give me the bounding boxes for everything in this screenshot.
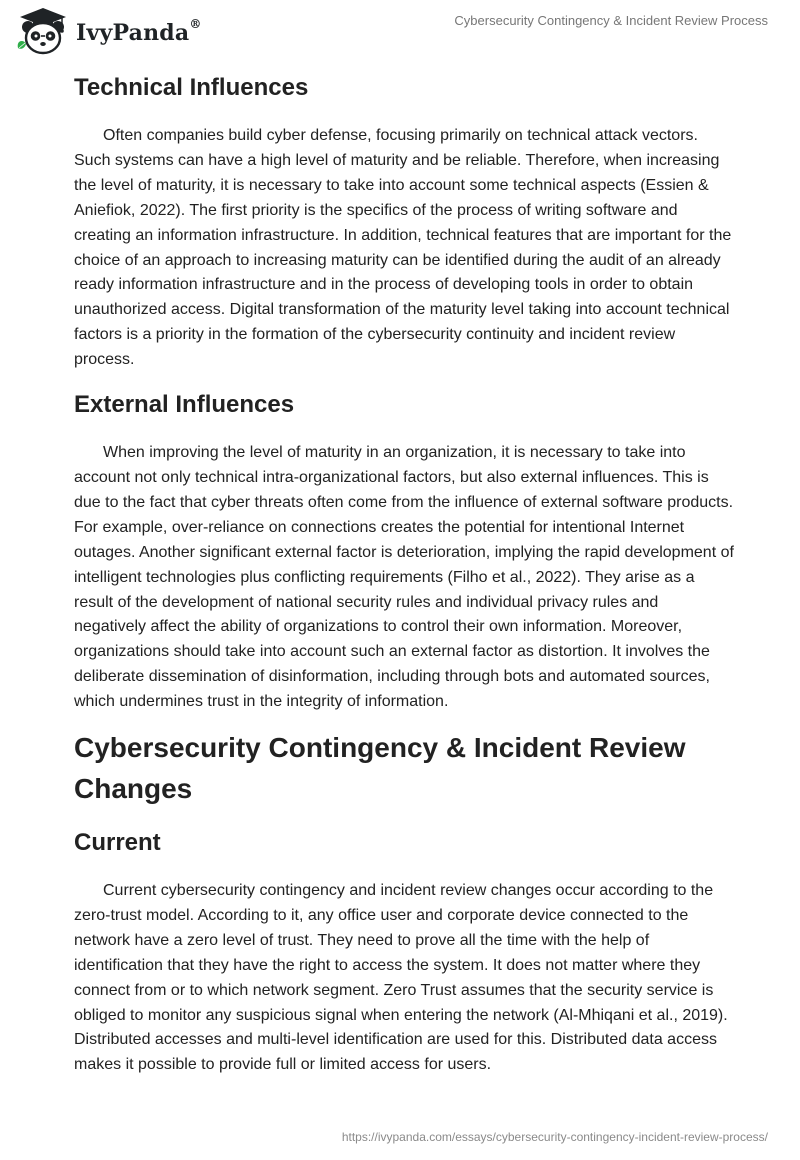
technical-influences-heading: Technical Influences	[74, 74, 309, 101]
current-heading: Current	[74, 829, 161, 857]
ivypanda-logo[interactable]	[14, 6, 202, 56]
document-title: Cybersecurity Contingency & Incident Review Process	[454, 13, 768, 28]
essay-content	[74, 68, 734, 1090]
technical-influences-paragraph: Often companies build cyber defense, focusing primarily on technical attack vectors. Such systems can have a high level of maturity and be reliable. Therefore, when increasing the level of maturity, it is necessary to take into account some technical aspects (Essien & Aniefiok, 2022). The first priority is the specifics of the process of writing software and creating an information infrastructure. In addition, technical features that are important for the choice of an approach to increasing maturity can be identified during the audit of an already ready information infrastructure and in the process of developing tools in order to obtain unauthorized access. Digital transformation of the maturity level taking into account technical factors is a priority in the formation of the cybersecurity continuity and incident review process.	[74, 127, 732, 369]
source-url[interactable]: https://ivypanda.com/essays/cybersecurity-contingency-incident-review-process/	[341, 1130, 768, 1144]
page-header	[0, 0, 800, 60]
panda-graduate-icon	[14, 6, 72, 56]
external-influences-heading: External Influences	[74, 391, 295, 419]
registered-mark: ®	[189, 16, 202, 31]
current-paragraph: Current cybersecurity contingency and incident review changes occur according to the zero-trust model. According to it, any office user and corporate device connected to the network have a zero level of trust. They need to prove all the time with the help of identification that they have the right to access the system. It does not matter where they connect from or to which network segment. Zero Trust assumes that the security service is obliged to monitor any suspicious signal when entering the network (Al-Mhiqani et al., 2019). Distributed accesses and multi-level identification are used for this. Distributed data access makes it possible to provide full or limited access for users.	[74, 882, 728, 1074]
external-influences-paragraph: When improving the level of maturity in an organization, it is necessary to take into account not only technical intra-organizational factors, but also external influences. This is due to the fact that cyber threats often come from the influence of external software products. For example, over-reliance on connections creates the potential for intentional Internet outages. Another significant external factor is deterioration, implying the rapid development of intelligent technologies plus conflicting requirements (Filho et al., 2022). They arise as a result of the development of national security rules and individual privacy rules and negatively affect the ability of organizations to control their own information. Moreover, organizations should take into account such an external factor as distortion. It involves the deliberate dissemination of disinformation, including through bots and automated sources, which undermines trust in the integrity of information.	[74, 444, 734, 711]
changes-chapter-heading: Cybersecurity Contingency & Incident Review Changes	[74, 732, 686, 805]
brand-name: IvyPanda®	[76, 16, 202, 46]
